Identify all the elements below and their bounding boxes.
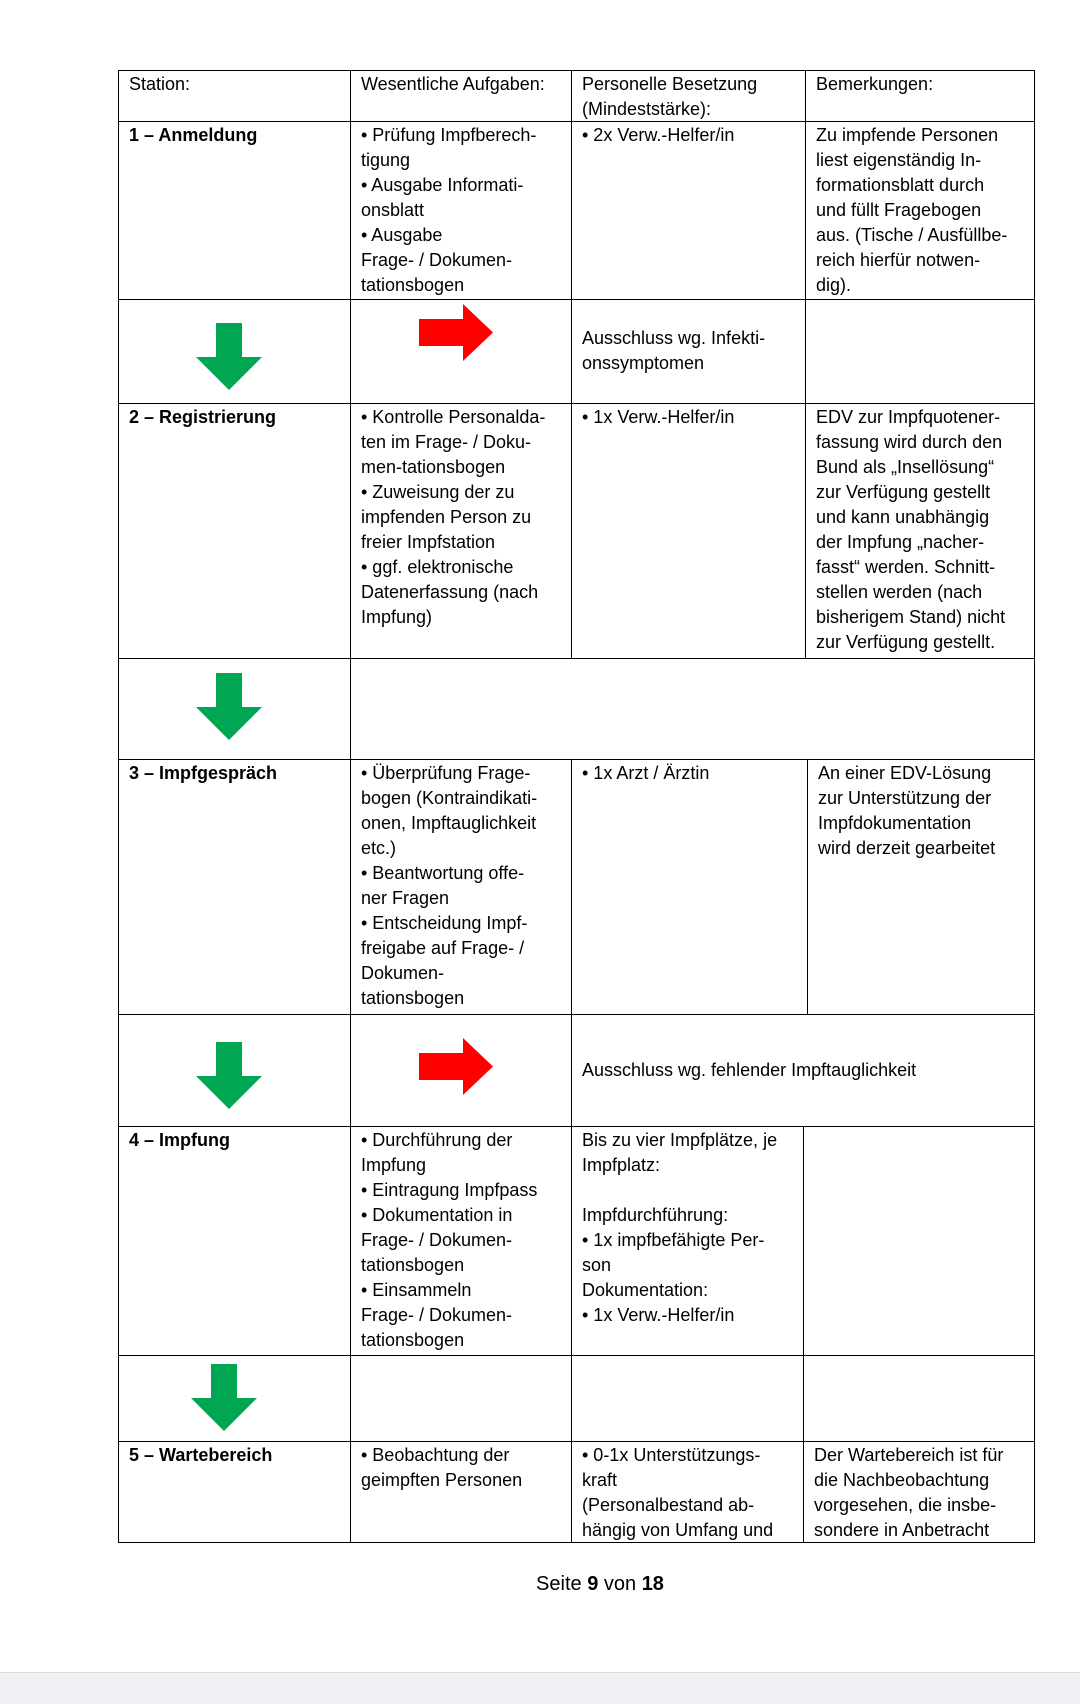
- staff-impfgespraech: • 1x Arzt / Ärztin: [582, 763, 710, 783]
- notes-wartebereich: Der Wartebereich ist für die Nachbeobachtung vorgesehen, die insbe- sondere in Anbetracht: [814, 1445, 1004, 1540]
- row-divider: [118, 1126, 1035, 1127]
- staff-wartebereich: • 0-1x Unterstützungs- kraft (Personalbestand ab- hängig von Umfang und: [582, 1445, 774, 1540]
- header-station: Station:: [129, 74, 191, 94]
- row-divider: [118, 1014, 1035, 1015]
- page-number-total: 18: [641, 1573, 664, 1595]
- page-number-prefix: Seite: [536, 1573, 588, 1595]
- notes-impfgespraech: An einer EDV-Lösung zur Unterstützung der Impfdokumentation wird derzeit gearbeitet: [818, 763, 996, 858]
- row-divider: [118, 299, 1035, 300]
- tasks-anmeldung: • Prüfung Impfberech- tigung • Ausgabe Informati- onsblatt • Ausgabe Frage- / Dokumen- tationsbogen: [361, 125, 537, 295]
- staff-anmeldung: • 2x Verw.-Helfer/in: [582, 125, 735, 145]
- tasks-wartebereich: • Beobachtung der geimpften Personen: [361, 1445, 523, 1490]
- exclusion-unfit: Ausschluss wg. fehlender Impftauglichkeit: [582, 1060, 917, 1080]
- green-down-arrow-icon: [196, 323, 262, 390]
- tasks-impfung: • Durchführung der Impfung • Eintragung Impfpass • Dokumentation in Frage- / Dokumen- tationsbogen • Einsammeln Frage- / Dokumen- tationsbogen: [361, 1130, 538, 1350]
- staff-impfung: Bis zu vier Impfplätze, je Impfplatz: Impfdurchführung: • 1x impfbefähigte Per- son Dokumentation: • 1x Verw.-Helfer/in: [582, 1130, 778, 1325]
- station-wartebereich: 5 – Wartebereich: [129, 1445, 273, 1465]
- notes-anmeldung: Zu impfende Personen liest eigenständig In- formationsblatt durch und füllt Fragebogen aus. (Tische / Ausfüllbe- reich hierfür notwen- dig).: [816, 125, 1008, 295]
- station-impfgespraech: 3 – Impfgespräch: [129, 763, 278, 783]
- tasks-impfgespraech: • Überprüfung Frage- bogen (Kontraindikati- onen, Impftauglichkeit etc.) • Beantwortung offe- ner Fragen • Entscheidung Impf- freigabe auf Frage- / Dokumen- tationsbogen: [361, 763, 538, 1008]
- red-right-arrow-icon: [419, 304, 493, 361]
- row-divider: [118, 759, 1035, 760]
- row-divider: [118, 658, 1035, 659]
- station-impfung: 4 – Impfung: [129, 1130, 231, 1150]
- viewer-bottom-bar: [0, 1672, 1080, 1704]
- table-border-bottom: [118, 1542, 1035, 1543]
- row-divider: [118, 1355, 1035, 1356]
- row-divider: [118, 121, 1035, 122]
- page-number-current: 9: [587, 1573, 599, 1595]
- staff-registrierung: • 1x Verw.-Helfer/in: [582, 407, 735, 427]
- table-border-right: [1034, 70, 1035, 1543]
- page-number: [0, 1572, 1080, 1596]
- notes-impfung: [804, 1128, 1034, 1355]
- header-tasks: Wesentliche Aufgaben:: [361, 74, 545, 94]
- station-registrierung: 2 – Registrierung: [129, 407, 277, 427]
- green-down-arrow-icon: [196, 1042, 262, 1109]
- row-divider: [118, 1441, 1035, 1442]
- red-right-arrow-icon: [419, 1038, 493, 1095]
- tasks-registrierung: • Kontrolle Personalda- ten im Frage- / Doku- men-tationsbogen • Zuweisung der zu impfenden Person zu freier Impfstation • ggf. elektronische Datenerfassung (nach Impfung): [361, 407, 546, 627]
- notes-registrierung: EDV zur Impfquotener- fassung wird durch den Bund als „Insellösung“ zur Verfügung gestellt und kann unabhängig der Impfung „nacher- fasst“ werden. Schnitt- stellen werden (nach bisherigem Stand) nicht zur Verfügung gestellt.: [816, 407, 1006, 652]
- green-down-arrow-icon: [196, 673, 262, 740]
- header-notes: Bemerkungen:: [816, 74, 934, 94]
- green-down-arrow-icon: [191, 1364, 257, 1431]
- station-anmeldung: 1 – Anmeldung: [129, 125, 258, 145]
- page-number-middle: von: [598, 1573, 642, 1595]
- row-divider: [118, 403, 1035, 404]
- header-staff: Personelle Besetzung (Mindeststärke):: [582, 74, 758, 119]
- exclusion-infection: Ausschluss wg. Infekti- onssymptomen: [582, 328, 766, 373]
